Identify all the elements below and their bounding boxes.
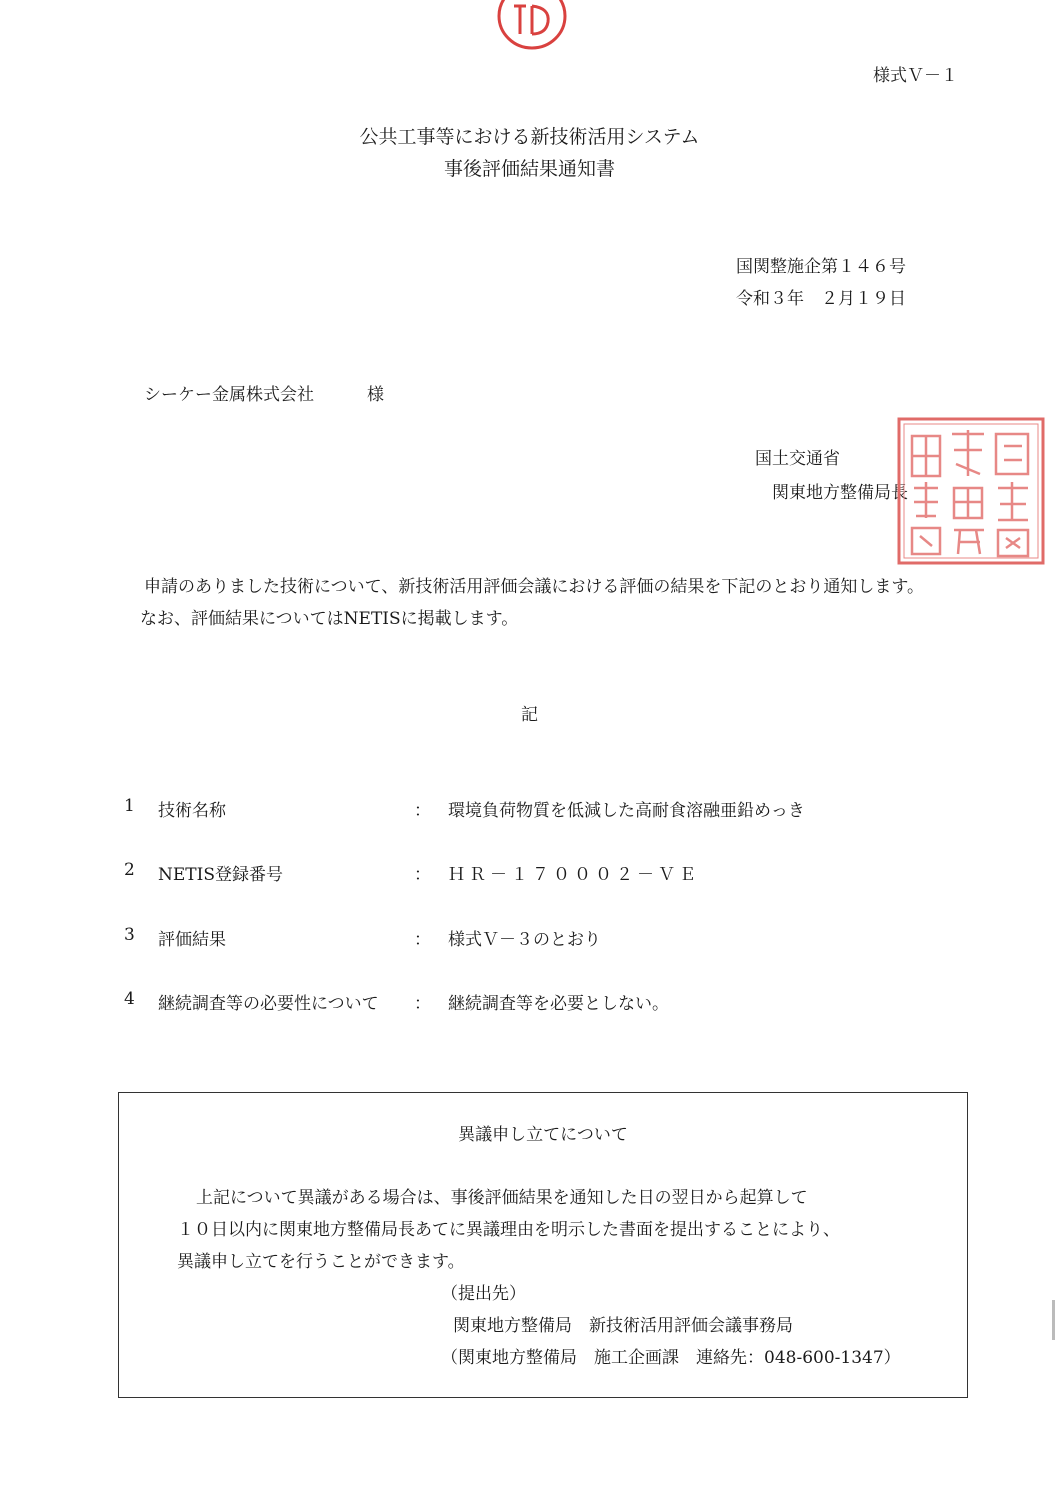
appeal-title: 異議申し立てについて (458, 1125, 628, 1145)
item-label: 技術名称 (158, 801, 226, 821)
body-paragraph-line1: 申請のありました技術について、新技術活用評価会議における評価の結果を下記のとおり通知します。 (144, 577, 924, 597)
sender-bureau: 関東地方整備局長 (772, 483, 908, 503)
item-label: 継続調査等の必要性について (158, 994, 379, 1014)
receipt-stamp (496, 0, 568, 50)
recipient-name: シーケー金属株式会社 (144, 385, 314, 405)
item-value: 様式Ｖ－３のとおり (448, 930, 601, 950)
document-title: 公共工事等における新技術活用システム (359, 126, 700, 148)
sender-ministry: 国土交通省 (755, 449, 840, 469)
appeal-line1: 上記について異議がある場合は、事後評価結果を通知した日の翌日から起算して (196, 1188, 808, 1208)
list-item (0, 989, 1059, 1015)
submit-office: 関東地方整備局 新技術活用評価会議事務局 (453, 1316, 793, 1336)
appeal-notice-box (118, 1092, 968, 1398)
document-subtitle: 事後評価結果通知書 (443, 158, 615, 180)
item-colon: ： (414, 865, 431, 885)
item-colon: ： (414, 801, 431, 821)
item-label: 評価結果 (158, 930, 226, 950)
form-number: 様式Ｖ－１ (873, 66, 958, 86)
item-colon: ： (414, 994, 431, 1014)
list-item (0, 796, 1059, 822)
list-item (0, 860, 1059, 886)
official-seal (896, 416, 1046, 566)
item-value: 環境負荷物質を低減した高耐食溶融亜鉛めっき (448, 801, 805, 821)
item-number: 4 (124, 989, 135, 1009)
item-label: NETIS登録番号 (158, 865, 283, 885)
submit-contact: （関東地方整備局 施工企画課 連絡先：048-600-1347） (441, 1348, 901, 1368)
body-paragraph-line2: なお、評価結果についてはNETISに掲載します。 (140, 609, 519, 629)
item-value: ＨＲ－１７０００２－ＶＥ (448, 865, 700, 885)
ki-heading: 記 (521, 705, 538, 725)
document-date: 令和３年 ２月１９日 (736, 289, 906, 309)
appeal-line2: １０日以内に関東地方整備局長あてに異議理由を明示した書面を提出することにより、 (177, 1220, 840, 1240)
list-item (0, 925, 1059, 951)
document-number: 国関整施企第１４６号 (736, 257, 906, 277)
item-number: 1 (124, 796, 135, 816)
item-number: 3 (124, 925, 135, 945)
appeal-line3: 異議申し立てを行うことができます。 (177, 1252, 465, 1272)
item-value: 継続調査等を必要としない。 (448, 994, 669, 1014)
scan-edge-mark (1052, 1300, 1055, 1340)
item-colon: ： (414, 930, 431, 950)
recipient-honorific: 様 (367, 385, 384, 405)
submit-label: （提出先） (441, 1284, 526, 1304)
item-number: 2 (124, 860, 135, 880)
